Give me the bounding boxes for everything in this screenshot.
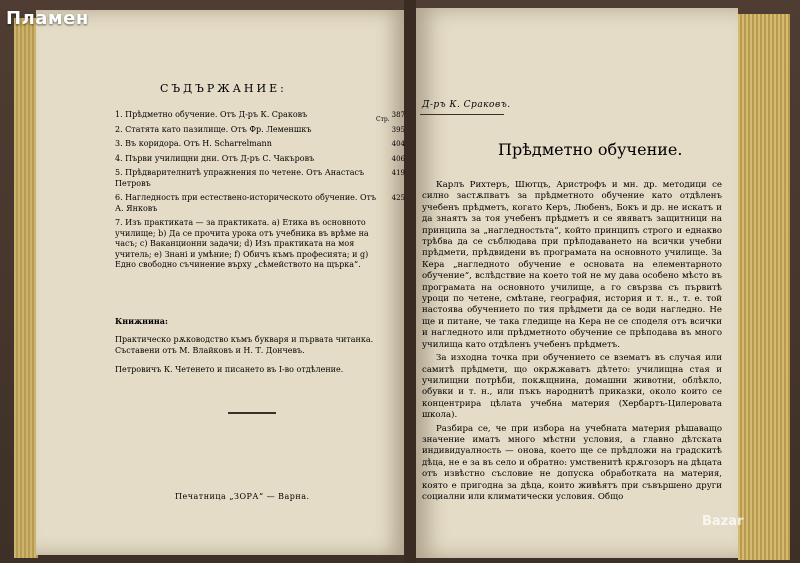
toc-item-page: 387 bbox=[391, 111, 405, 119]
toc-item-text: 4. Първи училищни дни. Отъ Д-ръ С. Чакъровъ bbox=[115, 153, 315, 163]
article-body bbox=[422, 180, 722, 505]
toc-item-text: 5. Прѣдварителнитѣ упражнения по четене. Отъ Анастасъ Петровъ bbox=[115, 168, 365, 188]
article-title: Прѣдметно обучение. bbox=[498, 140, 683, 159]
section-divider bbox=[228, 412, 276, 414]
book-entry: Практическо рѫководство къмъ букваря и първата читанка. Съставени отъ М. Влайковъ и Н. Т. Дончевъ. bbox=[115, 335, 374, 355]
toc-item-page: 395 bbox=[391, 125, 405, 134]
table-of-contents bbox=[115, 110, 405, 275]
running-head-rule bbox=[420, 114, 504, 115]
running-head: Д-ръ К. Сраковъ. bbox=[422, 100, 511, 110]
toc-item-text: 2. Статята като пазилище. Отъ Фр. Леменшкъ bbox=[115, 124, 312, 134]
toc-item bbox=[115, 139, 405, 150]
left-book-edge bbox=[14, 18, 38, 558]
toc-heading: СЪДЪРЖАНИЕ: bbox=[160, 82, 287, 95]
toc-item-page: 425 bbox=[391, 194, 405, 202]
paragraph: Карлъ Рихтеръ, Шютцъ, Аристрофъ и мн. др. методици се силно застѫпватъ за прѣдметното обучение като отдѣленъ учебенъ прѣдметъ, когато Керъ, Любенъ, Бокъ и др. не искатъ и да знаятъ за тоя учебенъ прѣдметъ и се явяватъ защитници на принципа за „нагледностьта“, който принципъ строго и еднакво трѣбва да се съблюдава при прѣподаването на всички учебни прѣдмети, прѣдвидени въ програмата на основното училище. За Кера „нагледното обучение е основата на елементарното обучение“, вслѣдствие на което той не му дава особено мѣсто въ програмата на основното училище, а го свързва съ първитѣ уроци по четене, смѣтане, география, история и т. н., т. е. той настоява обучението по тия прѣдмети да се води нагледно. Не ще и питане, че така гледище на Кера не се споделя отъ всички и нагледното или прѣдметното обучение се прѣподава въ много училища като отдѣленъ учебенъ прѣдметъ. bbox=[422, 180, 722, 350]
toc-item bbox=[115, 154, 405, 165]
toc-item bbox=[115, 110, 405, 121]
toc-item bbox=[115, 168, 405, 189]
seller-watermark: Пламен bbox=[6, 8, 89, 29]
paragraph: Разбира се, че при избора на учебната материя рѣшаващо значение иматъ много мѣстни условия, а главно дѣтската индивидуалность — онова, което ще се прѣдложи на градскитѣ дѣца, не е за въ село и обратно: умственитѣ крѫгозоръ на дѣцата отъ извѣстно съсловие не допуска обработката на материя, която е пригодна за дѣца, които живѣятъ при съвършено други социални или климатически условия. Общо bbox=[422, 423, 722, 502]
page-column-label: Стр. bbox=[376, 116, 390, 123]
book-gutter bbox=[404, 0, 416, 563]
toc-item bbox=[115, 125, 405, 136]
toc-item-text: 3. Въ коридора. Отъ H. Scharrelmann bbox=[115, 139, 272, 148]
right-book-edge bbox=[738, 14, 790, 560]
toc-item-page: 404 bbox=[391, 140, 405, 148]
bazar-watermark: Bazar bbox=[702, 514, 744, 529]
toc-item-page: 419 bbox=[391, 169, 405, 177]
toc-item-text: 6. Нагледность при естествено-историческото обучение. Отъ А. Янковъ bbox=[115, 193, 377, 213]
toc-item bbox=[115, 193, 405, 214]
toc-item-text: 1. Прѣдметно обучение. Отъ Д-ръ К. Сраковъ bbox=[115, 110, 308, 119]
toc-item bbox=[115, 218, 405, 271]
books-heading: Книжнина: bbox=[115, 316, 168, 326]
toc-item-text: 7. Изъ практиката — за практиката. a) Етика въ основното училище; b) Да се прочита урока отъ учебника въ врѣме на часъ; c) Ваканционни задачи; d) Изъ практиката на моя учитель; e) Знанi и умѣние; f) Обичъ къмъ професията; и g) Едно свободно съчинение върху „сѣмейството на щърка“. bbox=[115, 218, 369, 269]
printer-imprint: Печатница „ЗОРА“ — Варна. bbox=[175, 492, 310, 501]
book-entry: Петровичъ К. Четенето и писането въ I-во отдѣление. bbox=[115, 365, 344, 374]
toc-item-page: 406 bbox=[391, 154, 405, 163]
paragraph: За изходна точка при обучението се взематъ въ случая или самитѣ прѣдмети, що окрѫжаватъ дѣтето: училищна стая и училищни потрѣби, покѫщнина, домашни животни, облѣкло, обувки и т. н., или пъкъ народнитѣ приказки, около които се концентрира цѣлата учебна материя (Хербартъ-Цилеровата школа). bbox=[422, 353, 722, 421]
